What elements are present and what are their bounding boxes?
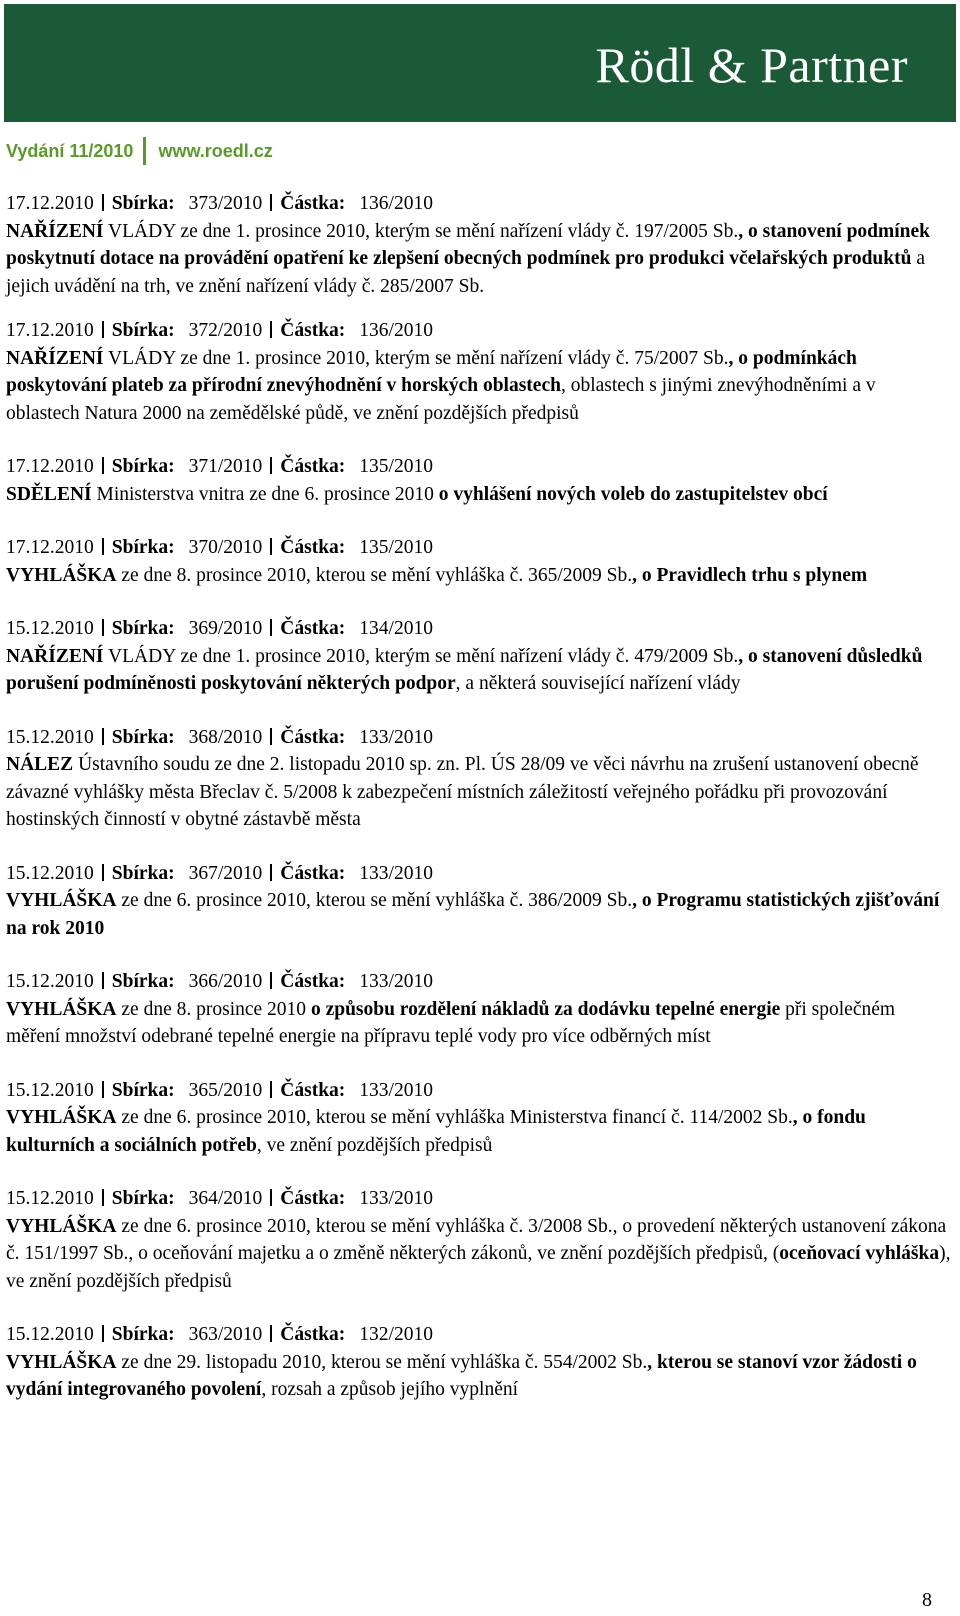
- sbirka-label: Sbírka:: [111, 193, 175, 214]
- company-logo: Rödl & Partner: [595, 37, 908, 93]
- description-text: VYHLÁŠKA: [6, 998, 117, 1020]
- header-banner: [4, 4, 956, 122]
- description-text: , kterou se stanoví vzor žádosti o vydání integrovaného povolení: [6, 1351, 917, 1400]
- description-text: , o Pravidlech trhu s plynem: [632, 564, 868, 586]
- entry-date: 17.12.2010: [6, 537, 94, 558]
- list-item: [6, 1321, 954, 1404]
- description-text: , a některá související nařízení vlády: [455, 673, 741, 694]
- castka-label: Částka:: [280, 320, 346, 341]
- sbirka-label: Sbírka:: [111, 862, 175, 884]
- sbirka-number: 365/2010: [188, 1079, 263, 1101]
- list-item: [6, 534, 954, 589]
- entry-header: [6, 453, 954, 481]
- separator-bar: [102, 972, 104, 989]
- description-text: Ministerstva vnitra ze dne 6. prosince 2010: [91, 483, 439, 505]
- entry-date: 15.12.2010: [6, 971, 94, 992]
- sbirka-label: Sbírka:: [111, 537, 175, 558]
- entry-header: [6, 534, 954, 562]
- separator-bar: [270, 538, 272, 555]
- sbirka-number: 363/2010: [188, 1324, 263, 1345]
- sbirka-label: Sbírka:: [111, 1324, 175, 1345]
- sbirka-number: 372/2010: [188, 320, 263, 341]
- separator-bar: [270, 864, 272, 881]
- castka-number: 134/2010: [359, 618, 433, 639]
- description-text: oceňovací vyhláška: [779, 1243, 940, 1264]
- entry-date: 15.12.2010: [6, 1324, 94, 1345]
- sbirka-label: Sbírka:: [111, 1079, 175, 1101]
- separator-bar: [270, 457, 272, 474]
- description-text: , o fondu kulturních a sociálních potřeb: [6, 1107, 866, 1156]
- castka-number: 133/2010: [359, 1079, 433, 1101]
- entry-header: [6, 1077, 954, 1105]
- description-text: , rozsah a způsob jejího vyplnění: [261, 1379, 519, 1400]
- sbirka-number: 373/2010: [188, 193, 263, 214]
- separator-bar: [270, 619, 272, 636]
- description-text: Ústavního soudu ze dne 2. listopadu 2010 sp. zn. Pl. ÚS 28/09 ve věci návrhu na zrušení ustanovení obecně závazné vyhlášky města Břeclav č. 5/2008 k zabezpečení místních záležitostí veřejného pořádku při provozování hostinských činností v obytné zástavbě města: [6, 754, 919, 830]
- description-text: VYHLÁŠKA: [6, 890, 117, 911]
- separator-bar: [270, 1189, 272, 1206]
- sbirka-number: 370/2010: [188, 537, 263, 558]
- entry-description: [6, 1213, 954, 1296]
- sbirka-number: 371/2010: [188, 456, 263, 477]
- castka-label: Částka:: [280, 1324, 346, 1345]
- castka-label: Částka:: [280, 456, 346, 477]
- description-text: , o Programu statistických zjišťování na rok 2010: [6, 890, 940, 939]
- separator-bar: [102, 864, 104, 881]
- description-text: VYHLÁŠKA: [6, 1351, 117, 1373]
- separator-bar: [102, 538, 104, 555]
- sbirka-label: Sbírka:: [111, 456, 175, 477]
- entry-date: 15.12.2010: [6, 862, 94, 884]
- description-text: ze dne 6. prosince 2010, kterou se mění vyhláška Ministerstva financí č. 114/2002 Sb.: [116, 1107, 793, 1128]
- sbirka-label: Sbírka:: [111, 1188, 175, 1209]
- description-text: VLÁDY ze dne 1. prosince 2010, kterým se mění nařízení vlády č. 75/2007 Sb.: [103, 347, 729, 369]
- description-text: , o podmínkách poskytování plateb za přírodní znevýhodnění v horských oblastech: [6, 347, 857, 396]
- description-text: VLÁDY ze dne 1. prosince 2010, kterým se mění nařízení vlády č. 479/2009 Sb.: [103, 645, 739, 667]
- entry-date: 15.12.2010: [6, 1188, 94, 1209]
- edition-separator: [143, 137, 146, 165]
- description-text: , ve znění pozdějších předpisů: [256, 1134, 493, 1156]
- castka-number: 133/2010: [359, 726, 433, 748]
- entry-date: 17.12.2010: [6, 456, 94, 477]
- separator-bar: [102, 1325, 104, 1342]
- castka-label: Částka:: [280, 618, 346, 639]
- entry-date: 17.12.2010: [6, 320, 94, 341]
- castka-label: Částka:: [280, 1188, 346, 1209]
- separator-bar: [270, 1081, 272, 1098]
- entry-description: [6, 1349, 954, 1404]
- description-text: SDĚLENÍ: [6, 483, 92, 505]
- entry-date: 15.12.2010: [6, 1079, 94, 1101]
- sbirka-number: 367/2010: [188, 862, 263, 884]
- list-item: [6, 317, 954, 427]
- castka-label: Částka:: [280, 862, 346, 884]
- list-item: [6, 860, 954, 943]
- entry-date: 15.12.2010: [6, 618, 94, 639]
- sbirka-label: Sbírka:: [111, 726, 175, 748]
- castka-label: Částka:: [280, 1079, 346, 1101]
- castka-number: 136/2010: [359, 193, 433, 214]
- description-text: ze dne 29. listopadu 2010, kterou se mění vyhláška č. 554/2002 Sb.: [116, 1351, 648, 1373]
- description-text: o vyhlášení nových voleb do zastupitelstev obcí: [438, 483, 828, 505]
- entry-header: [6, 724, 954, 752]
- sbirka-number: 364/2010: [188, 1188, 263, 1209]
- separator-bar: [102, 194, 104, 211]
- entry-description: [6, 218, 954, 301]
- description-text: při společném měření množství odebrané tepelné energie na přípravu teplé vody pro více odběrných míst: [6, 998, 896, 1047]
- entry-description: [6, 345, 954, 428]
- description-text: NAŘÍZENÍ: [6, 220, 104, 242]
- entry-header: [6, 1185, 954, 1213]
- entry-description: [6, 887, 954, 942]
- entry-description: [6, 996, 954, 1051]
- edition-line: [6, 136, 273, 166]
- description-text: ze dne 8. prosince 2010, kterou se mění vyhláška č. 365/2009 Sb.: [116, 564, 633, 586]
- description-text: VLÁDY ze dne 1. prosince 2010, kterým se mění nařízení vlády č. 197/2005 Sb.: [103, 220, 739, 242]
- entry-header: [6, 190, 954, 218]
- castka-number: 132/2010: [359, 1324, 433, 1345]
- entry-header: [6, 317, 954, 345]
- legislation-list: [6, 190, 954, 1430]
- castka-number: 135/2010: [359, 537, 433, 558]
- entry-date: 15.12.2010: [6, 726, 94, 748]
- list-item: [6, 453, 954, 508]
- castka-number: 133/2010: [359, 1188, 433, 1209]
- page-number: 8: [922, 1589, 932, 1611]
- list-item: [6, 190, 954, 300]
- sbirka-number: 366/2010: [188, 971, 263, 992]
- separator-bar: [270, 1325, 272, 1342]
- castka-number: 136/2010: [359, 320, 433, 341]
- description-text: VYHLÁŠKA: [6, 1215, 117, 1237]
- castka-number: 135/2010: [359, 456, 433, 477]
- description-text: o způsobu rozdělení nákladů za dodávku tepelné energie: [310, 998, 781, 1020]
- separator-bar: [102, 619, 104, 636]
- entry-description: [6, 643, 954, 698]
- description-text: NAŘÍZENÍ: [6, 347, 104, 369]
- description-text: , oblastech s jinými znevýhodněními a v oblastech Natura 2000 na zemědělské půdě, ve znění pozdějších předpisů: [6, 375, 876, 424]
- castka-number: 133/2010: [359, 862, 433, 884]
- castka-number: 133/2010: [359, 971, 433, 992]
- description-text: VYHLÁŠKA: [6, 564, 117, 586]
- list-item: [6, 968, 954, 1051]
- description-text: ze dne 6. prosince 2010, kterou se mění vyhláška č. 3/2008 Sb., o provedení některých ustanovení zákona č. 151/1997 Sb., o oceňování majetku a o změně některých zákonů, ve znění pozdějších předpisů, (: [6, 1215, 947, 1264]
- sbirka-number: 369/2010: [188, 618, 263, 639]
- edition-label: Vydání 11/2010: [6, 140, 134, 161]
- entry-header: [6, 1321, 954, 1349]
- entry-header: [6, 860, 954, 888]
- sbirka-label: Sbírka:: [111, 618, 175, 639]
- description-text: a jejich uvádění na trh, ve znění nařízení vlády č. 285/2007 Sb.: [6, 248, 925, 297]
- list-item: [6, 615, 954, 698]
- description-text: VYHLÁŠKA: [6, 1107, 117, 1128]
- separator-bar: [270, 972, 272, 989]
- separator-bar: [102, 728, 104, 745]
- description-text: NÁLEZ: [6, 754, 74, 775]
- entry-header: [6, 615, 954, 643]
- castka-label: Částka:: [280, 537, 346, 558]
- list-item: [6, 724, 954, 834]
- description-text: ), ve znění pozdějších předpisů: [6, 1243, 951, 1292]
- castka-label: Částka:: [280, 726, 346, 748]
- entry-description: [6, 562, 954, 590]
- description-text: ze dne 8. prosince 2010: [116, 998, 311, 1020]
- separator-bar: [270, 194, 272, 211]
- description-text: ze dne 6. prosince 2010, kterou se mění vyhláška č. 386/2009 Sb.: [116, 890, 633, 911]
- list-item: [6, 1185, 954, 1295]
- list-item: [6, 1077, 954, 1160]
- castka-label: Částka:: [280, 971, 346, 992]
- separator-bar: [102, 1189, 104, 1206]
- entry-date: 17.12.2010: [6, 193, 94, 214]
- sbirka-label: Sbírka:: [111, 971, 175, 992]
- sbirka-label: Sbírka:: [111, 320, 175, 341]
- entry-description: [6, 751, 954, 834]
- sbirka-number: 368/2010: [188, 726, 263, 748]
- website-link[interactable]: www.roedl.cz: [158, 140, 273, 161]
- entry-description: [6, 1104, 954, 1159]
- description-text: NAŘÍZENÍ: [6, 645, 104, 667]
- separator-bar: [270, 321, 272, 338]
- separator-bar: [102, 321, 104, 338]
- description-text: , o stanovení podmínek poskytnutí dotace na provádění opatření ke zlepšení obecných podmínek pro produkci včelařských produktů: [6, 220, 931, 269]
- separator-bar: [102, 457, 104, 474]
- description-text: , o stanovení důsledků porušení podmíněnosti poskytování některých podpor: [6, 645, 923, 694]
- separator-bar: [102, 1081, 104, 1098]
- castka-label: Částka:: [280, 193, 346, 214]
- entry-header: [6, 968, 954, 996]
- separator-bar: [270, 728, 272, 745]
- entry-description: [6, 481, 954, 509]
